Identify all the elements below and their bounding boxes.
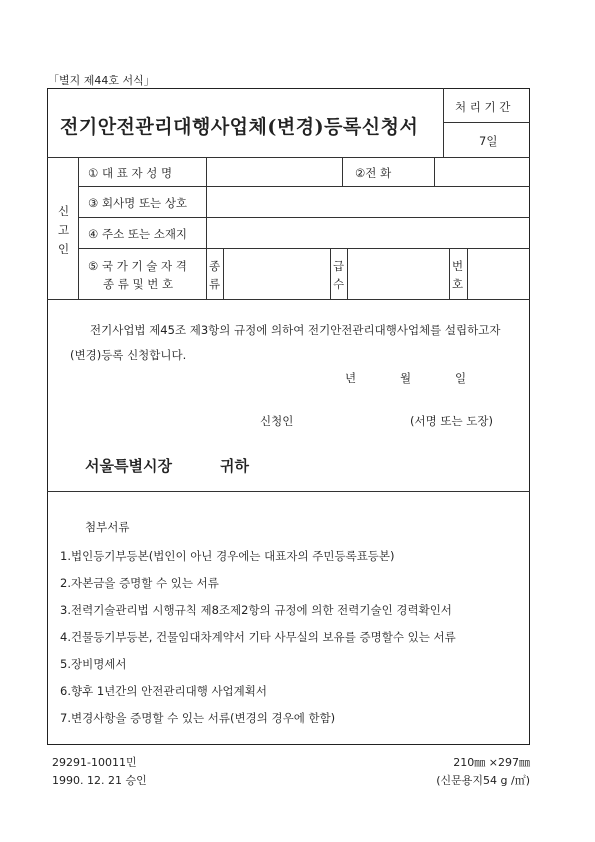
- applicant-label-1: 신: [58, 204, 70, 218]
- attachment-item: 1.법인등기부등본(법인이 아닌 경우에는 대표자의 주민등록표등본): [60, 549, 395, 563]
- attachment-item: 7.변경사항을 증명할 수 있는 서류(변경의 경우에 한함): [60, 711, 336, 725]
- kind-label-1: 종: [209, 259, 221, 273]
- paper-size: 210㎜ ×297㎜: [453, 756, 530, 769]
- kind-input[interactable]: [225, 250, 328, 297]
- number-label-1: 번: [452, 259, 464, 273]
- attachment-item: 2.자본금을 증명할 수 있는 서류: [60, 576, 219, 590]
- number-input[interactable]: [469, 250, 528, 297]
- form-code: 29291-10011민: [52, 756, 137, 769]
- phone-input[interactable]: [436, 159, 528, 184]
- applicant-signature-label: 신청인: [260, 414, 294, 428]
- license-label-line2: 종 류 및 번 호: [103, 277, 174, 291]
- declaration-line1: 전기사업법 제45조 제3항의 규정에 의하여 전기안전관리대행사업체를 설립하고자: [90, 323, 501, 337]
- license-label-line1: ⑤ 국 가 기 술 자 격: [88, 259, 187, 273]
- declaration-line2: (변경)등록 신청합니다.: [70, 348, 187, 362]
- signature-hint: (서명 또는 도장): [410, 414, 493, 428]
- rep-name-label: ① 대 표 자 성 명: [88, 166, 173, 180]
- rep-name-input[interactable]: [208, 159, 340, 184]
- processing-period-label: 처 리 기 간: [455, 100, 511, 114]
- form-number: 「별지 제44호 서식」: [48, 74, 155, 87]
- attachment-item: 3.전력기술관리법 시행규칙 제8조제2항의 규정에 의한 전력기술인 경력확인서: [60, 603, 452, 617]
- addressee: 서울특별시장: [85, 457, 172, 475]
- date-day: 일: [455, 371, 467, 385]
- grade-input[interactable]: [349, 250, 447, 297]
- company-label: ③ 회사명 또는 상호: [88, 196, 188, 210]
- attachments-heading: 첨부서류: [85, 520, 130, 534]
- approval-date: 1990. 12. 21 승인: [52, 774, 147, 787]
- date-year: 년: [345, 371, 357, 385]
- attachment-item: 4.건물등기부등본, 건물임대차계약서 기타 사무실의 보유를 증명할수 있는 서류: [60, 630, 456, 644]
- attachment-item: 5.장비명세서: [60, 657, 127, 671]
- address-label: ④ 주소 또는 소재지: [88, 227, 188, 241]
- paper-type: (신문용지54 g /㎡): [436, 774, 530, 787]
- attachment-item: 6.향후 1년간의 안전관리대행 사업계획서: [60, 684, 267, 698]
- applicant-label-3: 인: [58, 242, 70, 256]
- company-input[interactable]: [208, 188, 528, 215]
- phone-label: ②전 화: [355, 166, 392, 180]
- date-month: 월: [400, 371, 412, 385]
- address-input[interactable]: [208, 219, 528, 246]
- grade-label-1: 급: [333, 259, 345, 273]
- processing-period-value: 7일: [479, 134, 498, 148]
- grade-label-2: 수: [333, 277, 345, 291]
- signature-field[interactable]: [300, 408, 400, 428]
- kind-label-2: 류: [209, 277, 221, 291]
- applicant-label-2: 고: [58, 223, 70, 237]
- number-label-2: 호: [452, 277, 464, 291]
- honorific: 귀하: [220, 457, 249, 475]
- form-title: 전기안전관리대행사업체(변경)등록신청서: [60, 116, 419, 138]
